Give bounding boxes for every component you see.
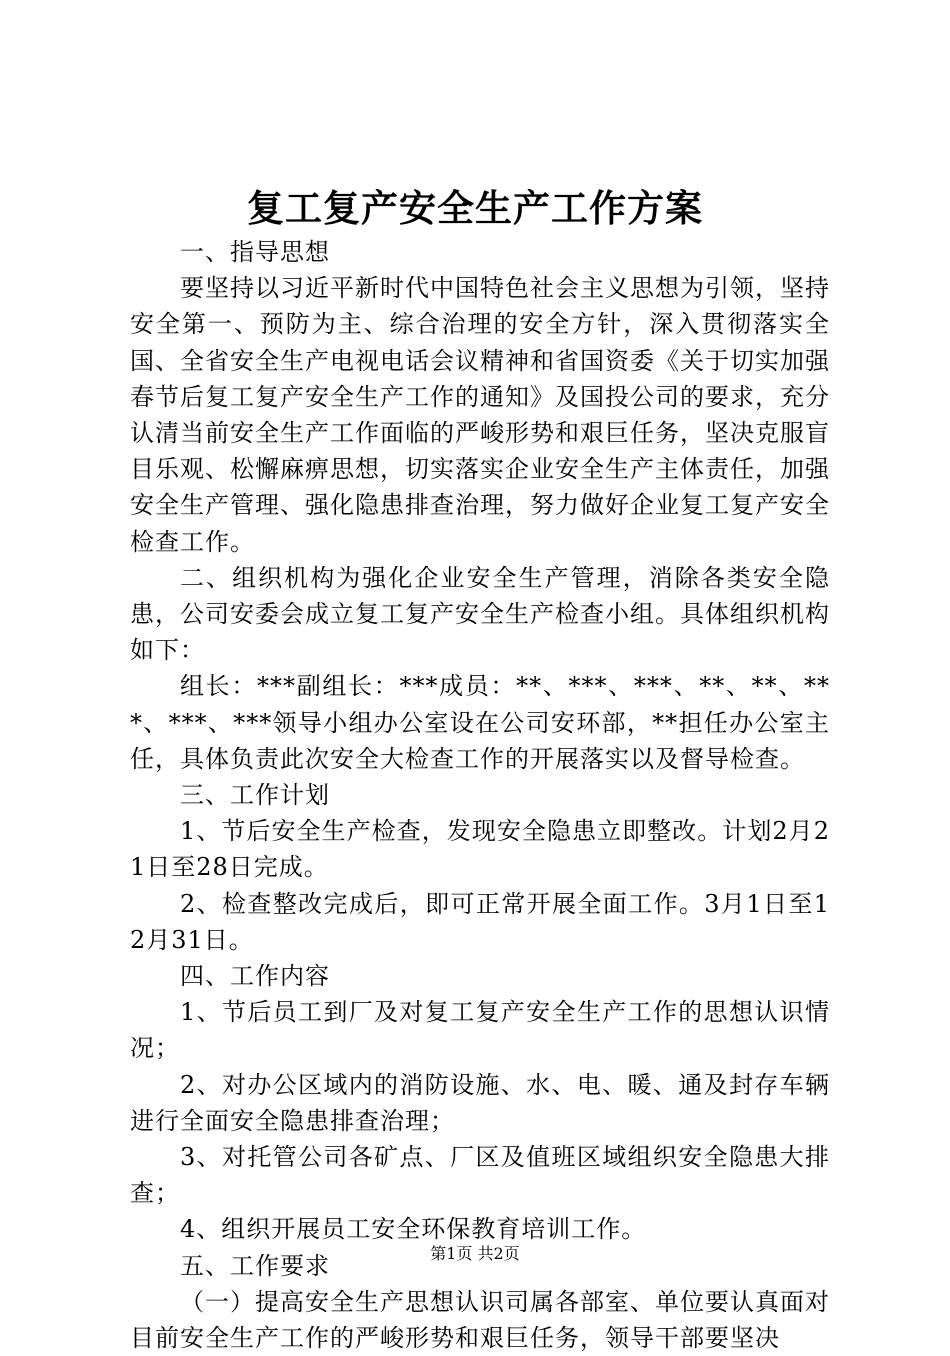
section-heading-guiding-thought: 一、指导思想 <box>180 238 330 266</box>
paragraph-plan-item-2: 2、检查整改完成后，即可正常开展全面工作。3月1日至12月31日。 <box>130 889 830 954</box>
paragraph-content-item-1: 1、节后员工到厂及对复工复产安全生产工作的思想认识情况； <box>130 998 830 1063</box>
section-heading-work-plan: 三、工作计划 <box>180 781 330 810</box>
paragraph-group-members: 组长：***副组长：***成员：**、***、***、**、**、***、***、***领导小组办公室设在公司安环部，**担任办公室主任，具体负责此次安全大检查工作的开展落实以及督导检查。 <box>130 672 830 773</box>
paragraph-requirement-1: （一）提高安全生产思想认识司属各部室、单位要认真面对目前安全生产工作的严峻形势和艰巨任务，领导干部要坚决 <box>130 1287 830 1353</box>
document-title: 复工复产安全生产工作方案 <box>247 186 703 230</box>
paragraph-content-item-4: 4、组织开展员工安全环保教育培训工作。 <box>180 1215 647 1244</box>
paragraph-organization: 二、组织机构为强化企业安全生产管理，消除各类安全隐患，公司安委会成立复工复产安全生产检查小组。具体组织机构如下： <box>130 563 830 665</box>
page-footer: 第1页 共2页 <box>430 1244 520 1263</box>
document-body <box>130 234 830 1356</box>
section-heading-work-content: 四、工作内容 <box>180 962 330 991</box>
section-heading-work-requirements: 五、工作要求 <box>180 1251 330 1280</box>
paragraph-content-item-2: 2、对办公区域内的消防设施、水、电、暖、通及封存车辆进行全面安全隐患排查治理； <box>130 1070 830 1135</box>
paragraph-content-item-3: 3、对托管公司各矿点、厂区及值班区域组织安全隐患大排查； <box>130 1143 830 1208</box>
paragraph-plan-item-1: 1、节后安全生产检查，发现安全隐患立即整改。计划2月21日至28日完成。 <box>130 817 830 882</box>
paragraph-guiding-thought: 要坚持以习近平新时代中国特色社会主义思想为引领，坚持安全第一、预防为主、综合治理的安全方针，深入贯彻落实全国、全省安全生产电视电话会议精神和省国资委《关于切实加强春节后复工复产安全生产工作的通知》及国投公司的要求，充分认清当前安全生产工作面临的严峻形势和艰巨任务，坚决克服盲目乐观、松懈麻痹思想，切实落实企业安全生产主体责任，加强安全生产管理、强化隐患排查治理，努力做好企业复工复产安全检查工作。 <box>130 274 830 556</box>
